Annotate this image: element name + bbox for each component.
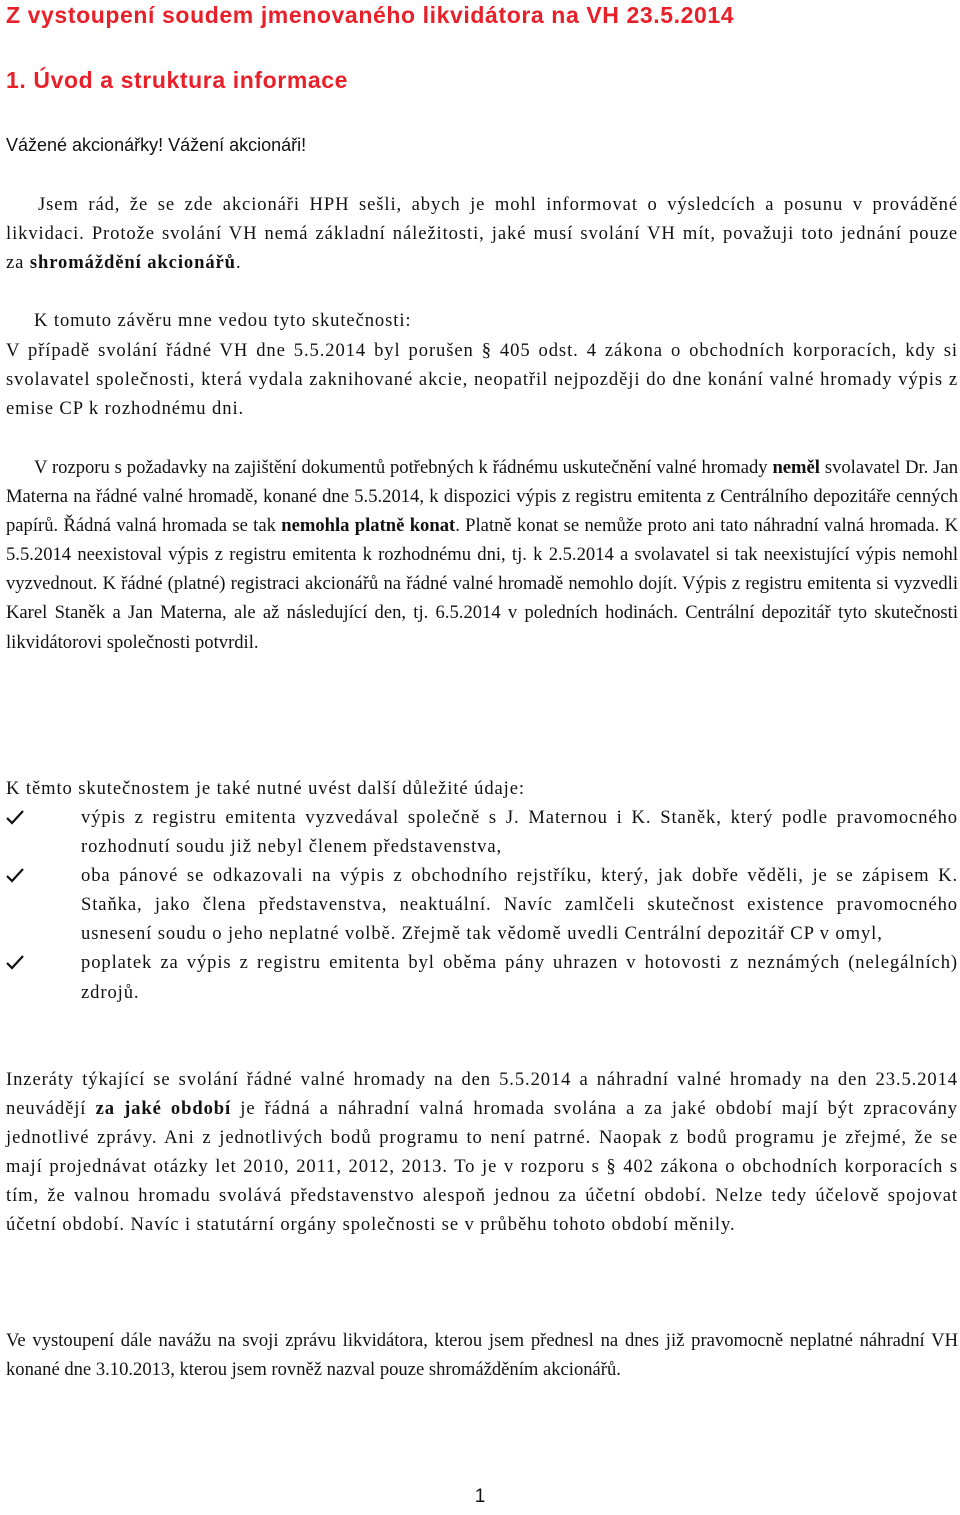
section-heading: 1. Úvod a struktura informace: [6, 67, 349, 93]
list-item: [6, 948, 958, 1006]
ads-paragraph: [6, 1065, 958, 1240]
facts-paragraph-2: [6, 453, 958, 657]
list-item: [6, 861, 958, 948]
list-item-text: poplatek za výpis z registru emitenta byl oběma pány uhrazen v hotovosti z neznámých (nelegálních) zdrojů.: [81, 952, 958, 1003]
page-number: 1: [474, 1486, 486, 1507]
checklist: [6, 803, 958, 1007]
ads-bold: za jaké období: [95, 1098, 232, 1120]
ads-text-b: je řádná a náhradní valná hromada svolána a za jaké období mají být zpracovány jednotlivé zprávy. Ani z jednotlivých bodů programu to není patrné. Naopak z bodů programu je zřejmé, že se mají projednávat otázky let 2010, 2011, 2012, 2013. To je v rozporu s § 402 zákona o obchodních korporacích s tím, že valnou hromadu svolává představenstvo alespoň jednou za účetní období. Nelze tedy účelově spojovat účetní období. Navíc i statutární orgány společnosti se v průběhu tohoto období měnily.: [6, 1098, 959, 1236]
facts-p2-bold-b: nemohla platně konat: [281, 515, 456, 537]
intro-paragraph: [6, 190, 958, 277]
checkmark-icon: [6, 867, 24, 883]
intro-bold: shromáždění akcionářů: [29, 252, 236, 274]
list-item: [6, 803, 958, 861]
facts-paragraph-1: V případě svolání řádné VH dne 5.5.2014 byl porušen § 405 odst. 4 zákona o obchodních korporacích, kdy si svolavatel společnosti, která vydala zaknihované akcie, neopatřil nejpozději do dne konání valné hromady výpis z emise CP k rozhodnému dni.: [6, 340, 958, 420]
facts-lead: K tomuto závěru mne vedou tyto skutečnosti:: [34, 310, 412, 331]
facts-p2-text-a: V rozporu s požadavky na zajištění dokumentů potřebných k řádnému uskutečnění valné hromady: [34, 457, 773, 478]
greeting: Vážené akcionářky! Vážení akcionáři!: [6, 135, 307, 155]
document-title: Z vystoupení soudem jmenovaného likvidátora na VH 23.5.2014: [6, 2, 735, 28]
list-item-text: výpis z registru emitenta vyzvedával společně s J. Maternou i K. Staněk, který podle pravomocného rozhodnutí soudu již nebyl členem představenstva,: [81, 807, 958, 858]
checkmark-icon: [6, 954, 24, 970]
ads-text-a: Inzeráty týkající se svolání řádné valné hromady na den 5.5.2014 a náhradní valné hromady na den 23.5.2014 neuvádějí: [6, 1069, 958, 1120]
intro-end: .: [235, 252, 242, 274]
facts-p2-text-c: . Platně konat se nemůže proto ani tato náhradní valná hromada. K 5.5.2014 neexistoval výpis z registru emitenta k rozhodnému dni, tj. k 2.5.2014 a svolavatel si tak neexistující výpis nemohl vyzvednout. K řádné (platné) registraci akcionářů na řádné valné hromadě nemohlo dojít. Výpis z registru emitenta si vyzvedli Karel Staněk a Jan Materna, ale až následující den, tj. 6.5.2014 v poledních hodinách. Centrální depozitář tyto skutečnosti likvidátorovi společnosti potvrdil.: [6, 515, 958, 653]
facts-p2-text-b: svolavatel Dr. Jan Materna na řádné valné hromadě, konané dne 5.5.2014, k dispozici výpis z registru emitenta z Centrálního depozitáře cenných papírů. Řádná valná hromada se tak: [6, 457, 958, 537]
list-item-text: oba pánové se odkazovali na výpis z obchodního rejstříku, který, jak dobře věděli, je se zápisem K. Staňka, jako člena představenstva, neaktuální. Navíc zamlčeli skutečnost existence pravomocného usnesení soudu o jeho neplatné volbě. Zřejmě tak vědomě uvedli Centrální depozitář CP v omyl,: [81, 865, 958, 945]
closing-paragraph: Ve vystoupení dále navážu na svoji zprávu likvidátora, kterou jsem přednesl na dnes již pravomocně neplatné náhradní VH konané dne 3.10.2013, kterou jsem rovněž nazval pouze shromážděním akcionářů.: [6, 1330, 958, 1381]
checkmark-icon: [6, 809, 24, 825]
facts-p2-bold-a: neměl: [772, 457, 820, 478]
important-lead: K těmto skutečnostem je také nutné uvést další důležité údaje:: [6, 778, 525, 799]
intro-text: Jsem rád, že se zde akcionáři HPH sešli, abych je mohl informovat o výsledcích a posunu v prováděné likvidaci. Protože svolání VH nemá základní náležitosti, jaké musí svolání VH mít, považuji toto jednání pouze za: [6, 194, 958, 274]
